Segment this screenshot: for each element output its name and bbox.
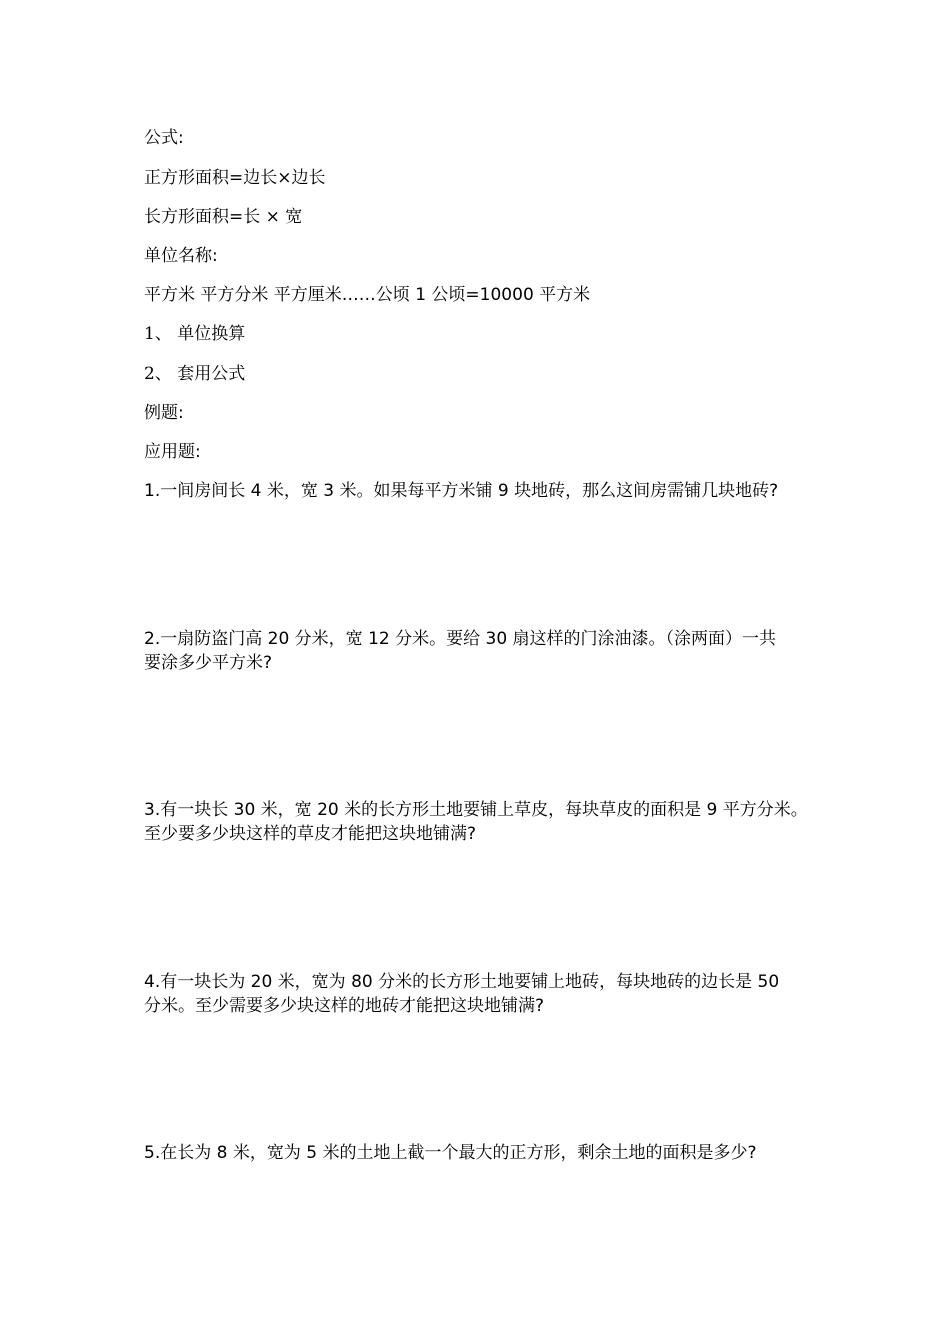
step-number: 2、 <box>144 364 172 384</box>
problem-1 <box>144 479 814 503</box>
problem-line: 至少要多少块这样的草皮才能把这块地铺满? <box>144 824 477 844</box>
problem-3 <box>144 798 814 846</box>
formula-heading: 公式: <box>144 128 184 148</box>
problem-4 <box>144 970 814 1018</box>
problem-2 <box>144 627 814 675</box>
problem-5 <box>144 1141 814 1165</box>
problem-line: 1.一间房间长 4 米，宽 3 米。如果每平方米铺 9 块地砖，那么这间房需铺几块地砖? <box>144 481 779 501</box>
step-text: 单位换算 <box>177 324 246 344</box>
step-item <box>144 323 814 345</box>
problem-line: 要涂多少平方米? <box>144 653 273 673</box>
units-line: 平方米 平方分米 平方厘米……公顷 1 公顷=10000 平方米 <box>144 285 591 305</box>
example-heading: 例题: <box>144 403 184 423</box>
step-item <box>144 363 814 385</box>
formula-rectangle-area: 长方形面积=长 × 宽 <box>144 207 303 227</box>
unit-heading: 单位名称: <box>144 246 218 266</box>
step-number: 1、 <box>144 324 172 344</box>
problem-line: 5.在长为 8 米，宽为 5 米的土地上截一个最大的正方形，剩余土地的面积是多少? <box>144 1143 757 1163</box>
step-text: 套用公式 <box>177 364 246 384</box>
formula-square-area: 正方形面积=边长×边长 <box>144 168 326 188</box>
application-heading: 应用题: <box>144 442 201 462</box>
problem-line: 4.有一块长为 20 米，宽为 80 分米的长方形土地要铺上地砖，每块地砖的边长是 50 <box>144 972 780 992</box>
problem-line: 3.有一块长 30 米，宽 20 米的长方形土地要铺上草皮，每块草皮的面积是 9 平方分米。 <box>144 800 808 820</box>
problem-line: 2.一扇防盗门高 20 分米，宽 12 分米。要给 30 扇这样的门涂油漆。（涂两面）一共 <box>144 629 777 649</box>
problem-line: 分米。至少需要多少块这样的地砖才能把这块地铺满? <box>144 996 545 1016</box>
